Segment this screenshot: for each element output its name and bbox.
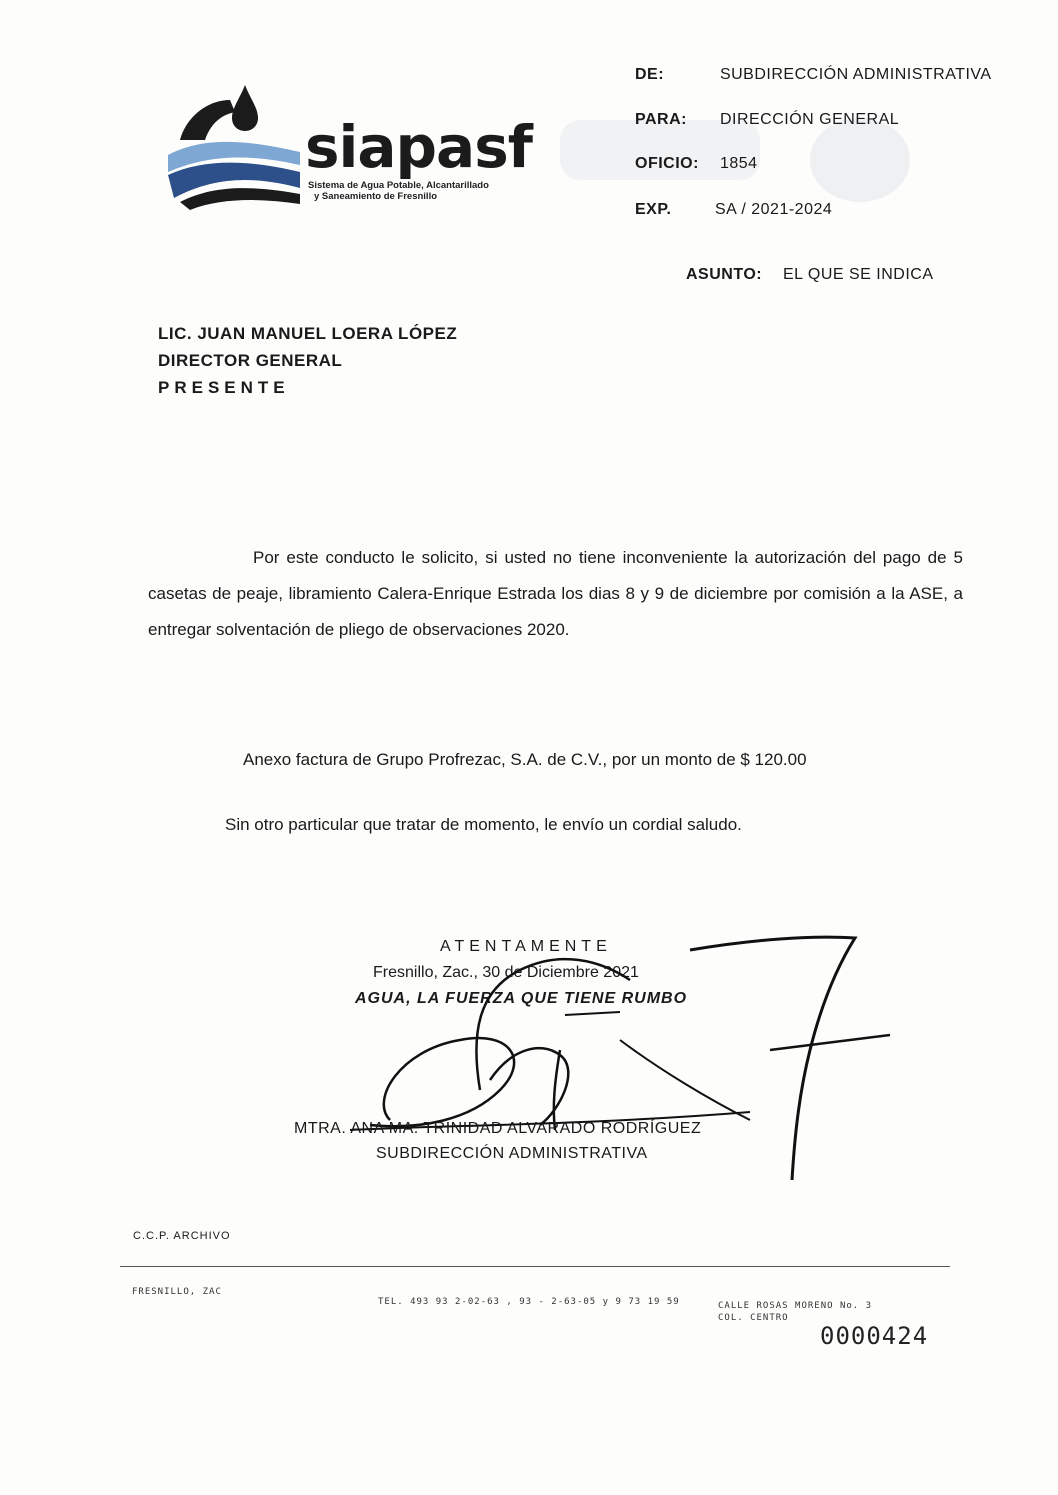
body-paragraph-text: Por este conducto le solicito, si usted no tiene inconveniente la autorización del pago de 5 casetas de peaje, libramiento Calera-Enrique Estrada los dias 8 y 9 de diciembre por comisión a la ASE, a entregar solventación de pliego de observaciones 2020. — [148, 548, 963, 639]
oficio-value: 1854 — [719, 155, 758, 172]
logo-subtitle-line2: y Saneamiento de Fresnillo — [314, 191, 438, 202]
footer-city: FRESNILLO, ZAC — [132, 1287, 222, 1297]
header-asunto — [686, 266, 934, 284]
water-drop-logo-icon — [160, 80, 310, 210]
oficio-label: OFICIO: — [635, 155, 699, 172]
asunto-value: EL QUE SE INDICA — [782, 266, 934, 283]
exp-label: EXP. — [635, 201, 672, 218]
logo-wordmark: siapasf — [305, 113, 532, 181]
logo-subtitle — [308, 180, 548, 202]
place-date: Fresnillo, Zac., 30 de Diciembre 2021 — [373, 964, 639, 981]
para-value: DIRECCIÓN GENERAL — [719, 111, 900, 128]
de-label: DE: — [635, 66, 665, 83]
siapasf-logo — [160, 80, 540, 210]
recipient-block — [158, 320, 457, 401]
de-value: SUBDIRECCIÓN ADMINISTRATIVA — [719, 66, 992, 83]
annex-line: Anexo factura de Grupo Profrezac, S.A. de C.V., por un monto de $ 120.00 — [243, 750, 807, 769]
signer-role: SUBDIRECCIÓN ADMINISTRATIVA — [376, 1145, 648, 1162]
footer-address-line1: CALLE ROSAS MORENO No. 3 — [718, 1301, 873, 1311]
recipient-title: DIRECTOR GENERAL — [158, 351, 343, 370]
signer-name: MTRA. ANA MA. TRINIDAD ALVARADO RODRÍGUEZ — [294, 1120, 702, 1137]
footer-phones: TEL. 493 93 2-02-63 , 93 - 2-63-05 y 9 73 19 59 — [378, 1297, 680, 1307]
folio-number: 0000424 — [820, 1322, 929, 1350]
para-label: PARA: — [635, 111, 687, 128]
institutional-motto: AGUA, LA FUERZA QUE TIENE RUMBO — [355, 990, 688, 1007]
exp-value: SA / 2021-2024 — [714, 201, 833, 218]
ccp-archivo: C.C.P. ARCHIVO — [133, 1230, 231, 1242]
recipient-presente: PRESENTE — [158, 378, 290, 397]
header-oficio — [635, 155, 758, 173]
recipient-name: LIC. JUAN MANUEL LOERA LÓPEZ — [158, 324, 458, 343]
asunto-label: ASUNTO: — [686, 266, 763, 283]
body-paragraph — [148, 540, 963, 648]
footer-divider — [120, 1266, 950, 1267]
atentamente-label: ATENTAMENTE — [440, 938, 612, 955]
logo-subtitle-line1: Sistema de Agua Potable, Alcantarillado — [308, 180, 489, 191]
header-de — [635, 66, 992, 84]
footer-address-line2: COL. CENTRO — [718, 1313, 789, 1323]
closing-line: Sin otro particular que tratar de momento, le envío un cordial saludo. — [225, 815, 742, 834]
header-para — [635, 111, 899, 129]
header-exp — [635, 201, 832, 219]
